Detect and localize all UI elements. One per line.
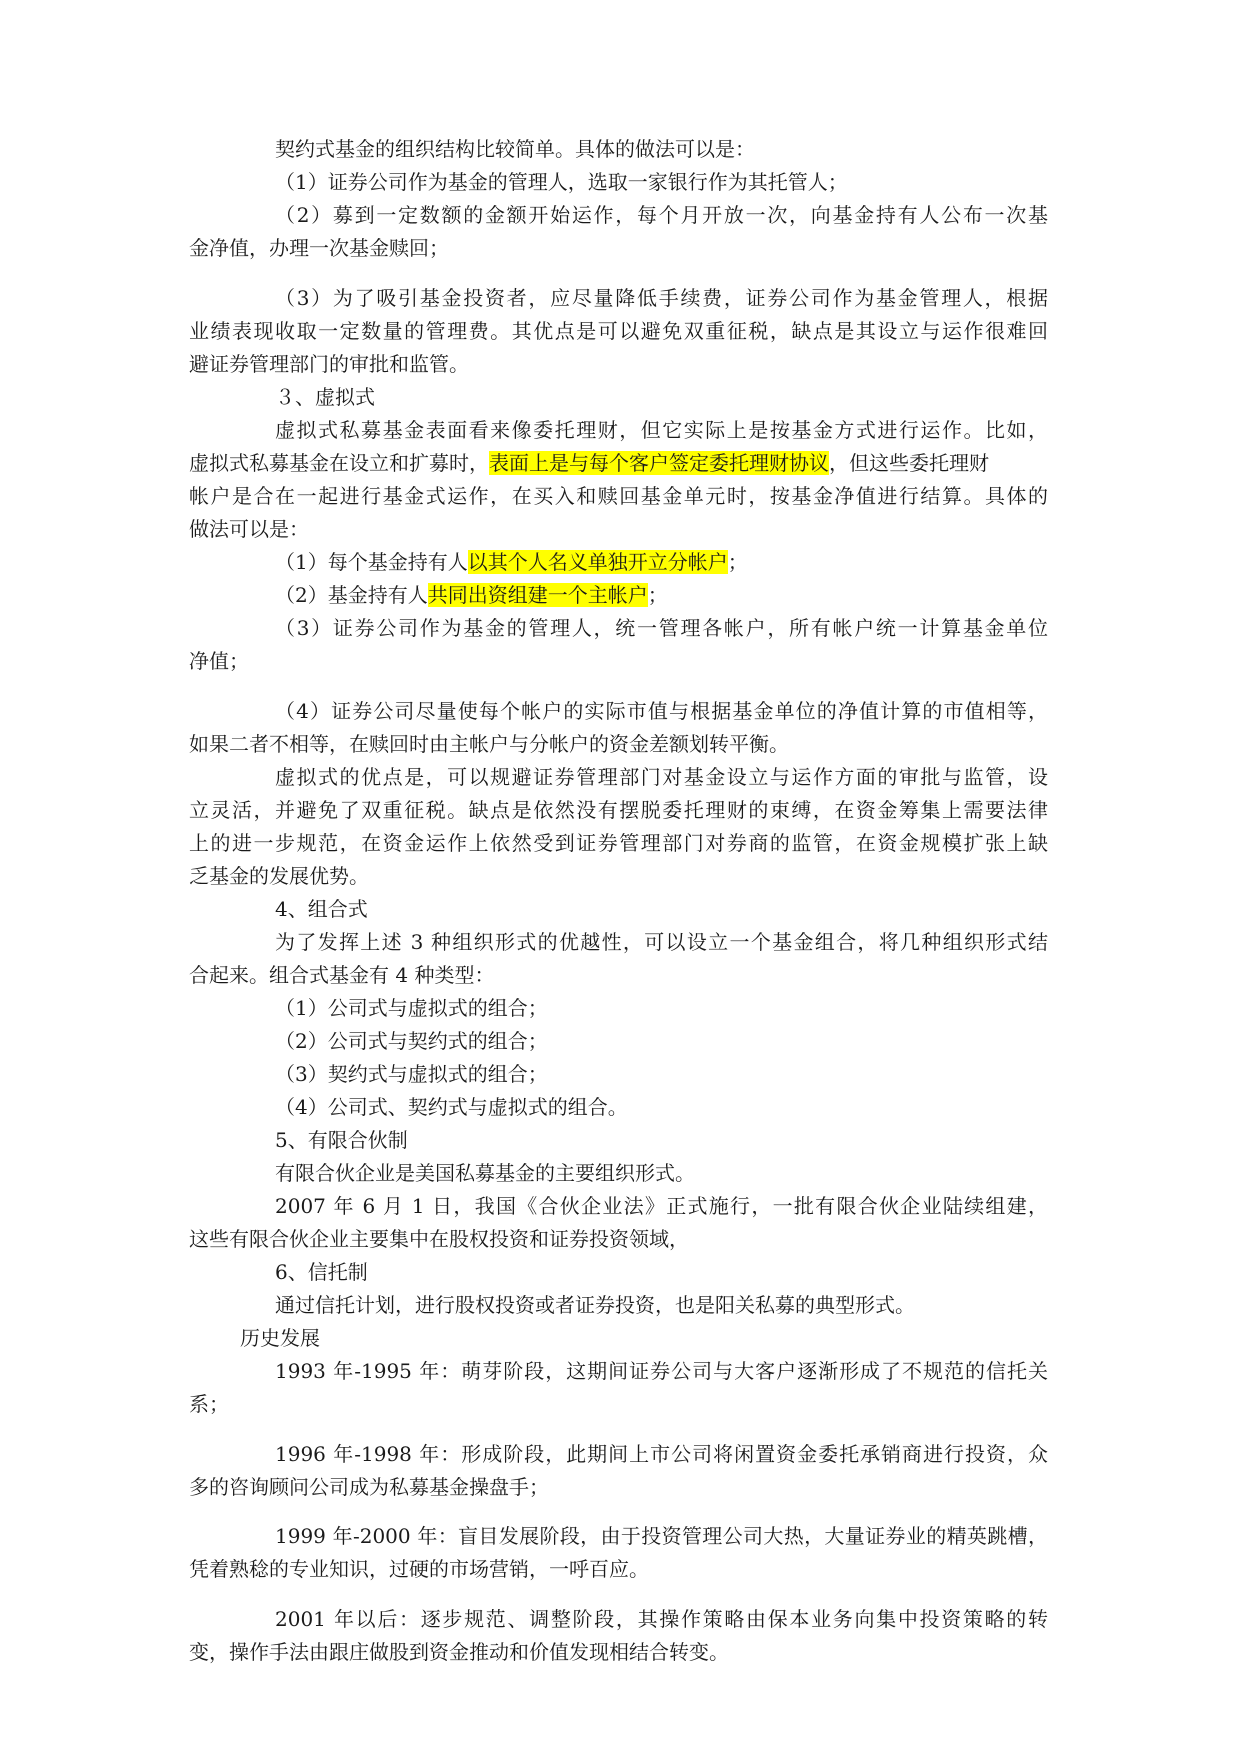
paragraph-line: 这些有限合伙企业主要集中在股权投资和证券投资领域， xyxy=(189,1227,689,1251)
highlighted-text: 以其个人名义单独开立分帐户 xyxy=(467,550,728,574)
paragraph-line: 有限合伙企业是美国私募基金的主要组织形式。 xyxy=(275,1161,695,1185)
list-item: （2）公司式与契约式的组合； xyxy=(275,1029,548,1053)
list-item xyxy=(275,546,748,579)
text-segment: ，但这些委托理财 xyxy=(829,451,989,475)
paragraph-line: 上的进一步规范，在资金运作上依然受到证券管理部门对券商的监管，在资金规模扩张上缺 xyxy=(189,831,1048,855)
paragraph-line: 业绩表现收取一定数量的管理费。其优点是可以避免双重征税，缺点是其设立与运作很难回 xyxy=(189,319,1048,343)
paragraph-line: 合起来。组合式基金有 4 种类型： xyxy=(189,963,495,987)
paragraph-line: 凭着熟稔的专业知识，过硬的市场营销，一呼百应。 xyxy=(189,1557,649,1581)
paragraph-line: 为了发挥上述 3 种组织形式的优越性，可以设立一个基金组合，将几种组织形式结 xyxy=(275,930,1048,954)
list-item: （4）证券公司尽量使每个帐户的实际市值与根据基金单位的净值计算的市值相等， xyxy=(275,699,1048,723)
list-item: （1）证券公司作为基金的管理人，选取一家银行作为其托管人； xyxy=(275,170,848,194)
list-item: （4）公司式、契约式与虚拟式的组合。 xyxy=(275,1095,628,1119)
paragraph-line: 2001 年以后：逐步规范、调整阶段，其操作策略由保本业务向集中投资策略的转 xyxy=(275,1607,1048,1631)
section-heading: 历史发展 xyxy=(240,1326,320,1350)
paragraph-line: 虚拟式的优点是，可以规避证券管理部门对基金设立与运作方面的审批与监管，设 xyxy=(275,765,1048,789)
highlighted-text: 共同出资组建一个主帐户 xyxy=(427,583,648,607)
section-heading: 6、信托制 xyxy=(275,1260,368,1284)
paragraph-line: 1996 年-1998 年：形成阶段，此期间上市公司将闲置资金委托承销商进行投资，众 xyxy=(275,1442,1048,1466)
paragraph-line xyxy=(189,447,989,480)
text-segment: 虚拟式私募基金在设立和扩募时， xyxy=(189,451,489,475)
list-item xyxy=(275,579,668,612)
list-item: （3）为了吸引基金投资者，应尽量降低手续费，证券公司作为基金管理人，根据 xyxy=(275,286,1048,310)
paragraph-line: 避证券管理部门的审批和监管。 xyxy=(189,352,469,376)
paragraph-line: 变，操作手法由跟庄做股到资金推动和价值发现相结合转变。 xyxy=(189,1640,729,1664)
paragraph-line: 系； xyxy=(189,1392,229,1416)
highlighted-text: 表面上是与每个客户签定委托理财协议 xyxy=(489,451,829,475)
section-heading: ３、虚拟式 xyxy=(275,385,375,409)
text-segment: （1）每个基金持有人 xyxy=(275,550,468,574)
paragraph-line: 1993 年-1995 年：萌芽阶段，这期间证券公司与大客户逐渐形成了不规范的信托关 xyxy=(275,1359,1048,1383)
text-segment: ； xyxy=(727,550,748,574)
paragraph-line: 净值； xyxy=(189,649,249,673)
list-item: （2）募到一定数额的金额开始运作，每个月开放一次，向基金持有人公布一次基 xyxy=(275,203,1048,227)
paragraph-line: 契约式基金的组织结构比较简单。具体的做法可以是： xyxy=(275,137,755,161)
section-heading: 5、有限合伙制 xyxy=(275,1128,408,1152)
paragraph-line: 1999 年-2000 年：盲目发展阶段，由于投资管理公司大热，大量证券业的精英跳槽， xyxy=(275,1524,1048,1548)
section-heading: 4、组合式 xyxy=(275,897,368,921)
paragraph-line: 通过信托计划，进行股权投资或者证券投资，也是阳关私募的典型形式。 xyxy=(275,1293,915,1317)
paragraph-line: 金净值，办理一次基金赎回； xyxy=(189,236,449,260)
text-segment: ； xyxy=(647,583,668,607)
paragraph-line: 帐户是合在一起进行基金式运作，在买入和赎回基金单元时，按基金净值进行结算。具体的 xyxy=(189,484,1048,508)
paragraph-line: 2007 年 6 月 1 日，我国《合伙企业法》正式施行，一批有限合伙企业陆续组建， xyxy=(275,1194,1048,1218)
paragraph-line: 做法可以是： xyxy=(189,517,309,541)
paragraph-line: 乏基金的发展优势。 xyxy=(189,864,369,888)
paragraph-line: 虚拟式私募基金表面看来像委托理财，但它实际上是按基金方式进行运作。比如， xyxy=(275,418,1048,442)
paragraph-line: 立灵活，并避免了双重征税。缺点是依然没有摆脱委托理财的束缚，在资金筹集上需要法律 xyxy=(189,798,1048,822)
text-segment: （2）基金持有人 xyxy=(275,583,428,607)
list-item: （3）证券公司作为基金的管理人，统一管理各帐户，所有帐户统一计算基金单位 xyxy=(275,616,1048,640)
paragraph-line: 多的咨询顾问公司成为私募基金操盘手； xyxy=(189,1475,549,1499)
list-item: （1）公司式与虚拟式的组合； xyxy=(275,996,548,1020)
list-item: （3）契约式与虚拟式的组合； xyxy=(275,1062,548,1086)
paragraph-line: 如果二者不相等，在赎回时由主帐户与分帐户的资金差额划转平衡。 xyxy=(189,732,789,756)
